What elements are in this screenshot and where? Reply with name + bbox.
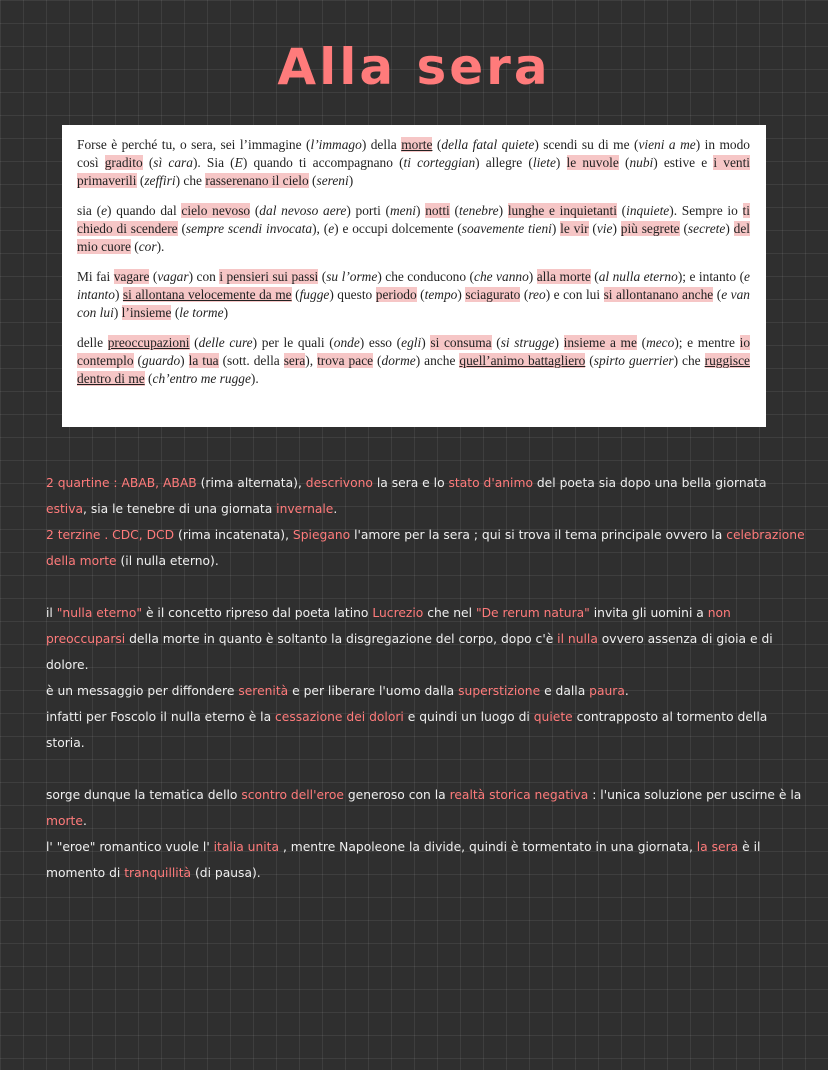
text-run: ) per le quali (: [252, 335, 334, 350]
text-run: ): [554, 335, 564, 350]
text-run: (: [250, 203, 260, 218]
note-gap: [46, 756, 806, 782]
note-text: del poeta sia dopo una bella giornata: [532, 476, 767, 490]
text-run: ): [348, 173, 354, 188]
text-run: ) e con lui: [545, 287, 604, 302]
highlighted-phrase: si consuma: [430, 335, 492, 350]
highlighted-phrase: notti: [425, 203, 450, 218]
note-text: l'amore per la sera ; qui si trova il tema principale ovvero la: [350, 528, 727, 542]
handwritten-notes: [46, 470, 806, 886]
note-paragraph: [46, 470, 806, 522]
note-text: .: [624, 684, 629, 698]
note-paragraph: [46, 522, 806, 574]
note-text: è il momento di: [46, 840, 761, 880]
italic-original-word: inquiete: [626, 203, 670, 218]
text-run: (: [142, 155, 154, 170]
highlighted-phrase: gradito: [104, 155, 143, 170]
text-run: (: [416, 287, 425, 302]
note-text: e quindi un luogo di: [403, 710, 534, 724]
note-keyword: non preoccuparsi: [46, 606, 731, 646]
note-text: ovvero assenza di gioia e di dolore.: [46, 632, 773, 672]
italic-original-word: tenebre: [458, 203, 499, 218]
text-run: ) della: [361, 137, 402, 152]
text-run: (: [616, 203, 627, 218]
poem-paragraph: [77, 136, 750, 190]
text-run: (: [491, 335, 501, 350]
text-run: delle: [77, 335, 108, 350]
note-paragraph: [46, 678, 806, 704]
note-keyword: celebrazione della morte: [46, 528, 805, 568]
poem-paragraph: [77, 268, 750, 322]
note-text: generoso con la: [343, 788, 450, 802]
note-paragraph: [46, 704, 806, 756]
note-keyword: tranquillità: [124, 866, 192, 880]
text-run: ). Sempre io: [669, 203, 743, 218]
italic-original-word: ti corteggian: [403, 155, 476, 170]
poem-paraphrase-box: [62, 125, 766, 427]
text-run: ): [421, 335, 431, 350]
text-run: ) estive e: [653, 155, 714, 170]
text-run: (: [679, 221, 688, 236]
text-run: (: [133, 353, 142, 368]
note-keyword: morte: [46, 814, 83, 828]
highlighted-phrase: ti chiedo di scendere: [77, 203, 750, 236]
text-run: ),: [305, 353, 318, 368]
text-run: ): [223, 305, 229, 320]
italic-original-word: dal nevoso aere: [259, 203, 347, 218]
note-keyword: 2 quartine : ABAB, ABAB: [46, 476, 197, 490]
highlighted-phrase: rasserenano il cielo: [205, 173, 309, 188]
note-keyword: quiete: [533, 710, 573, 724]
text-run: ) che: [673, 353, 705, 368]
text-run: ).: [156, 239, 165, 254]
text-run: ): [551, 221, 561, 236]
note-keyword: la sera: [696, 840, 739, 854]
highlighted-phrase: le vir: [560, 221, 589, 236]
note-text: , mentre Napoleone la divide, quindi è tormentato in una giornata,: [279, 840, 697, 854]
italic-original-word: su l’orme: [326, 269, 378, 284]
text-run: ) che conducono (: [377, 269, 474, 284]
note-keyword: "De rerum natura": [475, 606, 590, 620]
highlighted-phrase: più segrete: [620, 221, 680, 236]
note-keyword: scontro dell'eroe: [241, 788, 344, 802]
poem-paragraph: [77, 202, 750, 256]
text-run: (: [585, 353, 594, 368]
text-run: (: [520, 287, 529, 302]
text-run: (: [130, 239, 139, 254]
text-run: ): [416, 203, 426, 218]
text-run: (: [149, 269, 158, 284]
text-run: (: [449, 203, 459, 218]
note-text: il: [46, 606, 57, 620]
highlighted-phrase: preoccupazioni: [107, 335, 190, 350]
text-run: (: [588, 221, 597, 236]
note-text: (di pausa).: [191, 866, 261, 880]
text-run: ); e mentre: [674, 335, 740, 350]
italic-original-word: e intanto: [77, 269, 750, 302]
text-run: ): [498, 203, 508, 218]
note-keyword: paura: [589, 684, 625, 698]
text-run: ) quando ti accompagnano (: [242, 155, 404, 170]
note-text: (rima alternata),: [196, 476, 306, 490]
note-keyword: il nulla: [557, 632, 598, 646]
italic-original-word: tempo: [424, 287, 458, 302]
note-text: della morte in quanto è soltanto la disgregazione del corpo, dopo c'è: [125, 632, 558, 646]
italic-original-word: che vanno: [474, 269, 529, 284]
italic-original-word: meni: [390, 203, 417, 218]
italic-original-word: sempre scendi invocata: [185, 221, 313, 236]
note-gap: [46, 574, 806, 600]
highlighted-phrase: ruggisce dentro di me: [77, 353, 750, 386]
note-keyword: 2 terzine . CDC, DCD: [46, 528, 175, 542]
text-run: Mi fai: [77, 269, 114, 284]
highlighted-phrase: la tua: [188, 353, 219, 368]
highlighted-phrase: sciagurato: [465, 287, 521, 302]
text-run: ): [555, 155, 567, 170]
text-run: sia (: [77, 203, 102, 218]
italic-original-word: dorme: [381, 353, 416, 368]
note-text: .: [82, 814, 87, 828]
note-text: , sia le tenebre di una giornata: [83, 502, 277, 516]
italic-original-word: onde: [333, 335, 360, 350]
highlighted-phrase: sera: [283, 353, 306, 368]
text-run: ): [457, 287, 466, 302]
text-run: ) che: [175, 173, 206, 188]
italic-original-word: secrete: [687, 221, 726, 236]
note-paragraph: [46, 600, 806, 678]
italic-original-word: guardo: [141, 353, 181, 368]
italic-original-word: zeffiri: [144, 173, 176, 188]
text-run: ).: [250, 371, 259, 386]
text-run: (: [318, 269, 327, 284]
italic-original-word: spirto guerrier: [593, 353, 674, 368]
note-paragraph: [46, 782, 806, 834]
text-run: ) quando dal: [107, 203, 182, 218]
text-run: ): [113, 305, 122, 320]
italic-original-word: nubi: [629, 155, 654, 170]
note-keyword: "nulla eterno": [56, 606, 143, 620]
italic-original-word: l’immago: [310, 137, 362, 152]
italic-original-word: meco: [646, 335, 675, 350]
italic-original-word: al nulla eterno: [598, 269, 678, 284]
highlighted-phrase: del mio cuore: [77, 221, 750, 254]
highlighted-phrase: si allontanano anche: [603, 287, 714, 302]
highlighted-phrase: insieme a me: [563, 335, 637, 350]
italic-original-word: le torme: [179, 305, 224, 320]
note-text: contrapposto al tormento della storia.: [46, 710, 768, 750]
highlighted-phrase: i venti primaverili: [77, 155, 751, 188]
text-run: ): [612, 221, 621, 236]
italic-original-word: reo: [528, 287, 546, 302]
highlighted-phrase: i pensieri sui passi: [219, 269, 319, 284]
italic-original-word: E: [234, 155, 243, 170]
italic-original-word: delle cure: [198, 335, 253, 350]
note-keyword: invernale: [276, 502, 334, 516]
note-keyword: cessazione dei dolori: [275, 710, 404, 724]
note-keyword: realtà storica negativa: [449, 788, 589, 802]
text-run: ) questo: [329, 287, 376, 302]
text-run: ) e occupi dolcemente (: [334, 221, 462, 236]
note-keyword: stato d'animo: [448, 476, 533, 490]
text-run: (: [136, 173, 145, 188]
italic-original-word: sì cara: [153, 155, 193, 170]
text-run: (: [590, 269, 599, 284]
note-keyword: descrivono: [305, 476, 373, 490]
text-run: (sott. della: [218, 353, 284, 368]
text-run: ) in modo così: [77, 137, 750, 170]
italic-original-word: e van con lui: [77, 287, 750, 320]
italic-original-word: fugge: [299, 287, 330, 302]
text-run: (: [144, 371, 153, 386]
text-run: ): [528, 269, 537, 284]
text-run: (: [618, 155, 630, 170]
text-run: ). Sia (: [192, 155, 235, 170]
note-keyword: italia unita: [213, 840, 280, 854]
note-text: : l'unica soluzione per uscirne è la: [588, 788, 802, 802]
text-run: (: [171, 305, 180, 320]
text-run: ), (: [312, 221, 329, 236]
text-run: (: [432, 137, 442, 152]
note-text: la sera e lo: [372, 476, 449, 490]
text-run: (: [189, 335, 199, 350]
italic-original-word: e: [328, 221, 335, 236]
text-run: ) esso (: [359, 335, 402, 350]
highlighted-phrase: quell’animo battagliero: [459, 353, 586, 368]
highlighted-phrase: morte: [401, 137, 433, 152]
italic-original-word: ch’entro me rugge: [152, 371, 251, 386]
italic-original-word: egli: [401, 335, 422, 350]
page-title: Alla sera: [277, 38, 551, 96]
text-run: ) allegre (: [475, 155, 533, 170]
poem-paragraph: [77, 334, 750, 388]
note-text: invita gli uomini a: [589, 606, 708, 620]
highlighted-phrase: periodo: [375, 287, 417, 302]
note-text: infatti per Foscolo il nulla eterno è la: [46, 710, 276, 724]
note-paragraph: [46, 834, 806, 886]
note-text: l' "eroe" romantico vuole l': [46, 840, 214, 854]
note-keyword: Lucrezio: [372, 606, 424, 620]
highlighted-phrase: vagare: [113, 269, 150, 284]
text-run: ) porti (: [346, 203, 390, 218]
text-run: (: [177, 221, 186, 236]
italic-original-word: e: [101, 203, 108, 218]
italic-original-word: sereni: [316, 173, 349, 188]
text-run: ): [114, 287, 123, 302]
italic-original-word: liete: [532, 155, 556, 170]
text-run: (: [291, 287, 300, 302]
highlighted-phrase: alla morte: [536, 269, 591, 284]
highlighted-phrase: lunghe e inquietanti: [507, 203, 617, 218]
text-run: ): [180, 353, 189, 368]
highlighted-phrase: io contemplo: [77, 335, 751, 368]
italic-original-word: della fatal quiete: [441, 137, 535, 152]
italic-original-word: si strugge: [500, 335, 555, 350]
text-run: (: [308, 173, 317, 188]
text-run: ) scendi su di me (: [534, 137, 639, 152]
note-keyword: serenità: [238, 684, 289, 698]
text-run: Forse è perché tu, o sera, sei l’immagine (: [77, 137, 311, 152]
italic-original-word: vieni a me: [638, 137, 696, 152]
italic-original-word: vagar: [157, 269, 189, 284]
italic-original-word: soavemente tieni: [461, 221, 552, 236]
note-text: (il nulla eterno).: [116, 554, 219, 568]
highlighted-phrase: cielo nevoso: [181, 203, 251, 218]
text-run: (: [636, 335, 647, 350]
note-keyword: estiva: [46, 502, 84, 516]
note-text: che nel: [423, 606, 476, 620]
note-keyword: superstizione: [458, 684, 541, 698]
highlighted-phrase: l’insieme: [121, 305, 172, 320]
highlighted-phrase: trova pace: [317, 353, 374, 368]
text-run: (: [373, 353, 382, 368]
highlighted-phrase: le nuvole: [566, 155, 619, 170]
note-text: sorge dunque la tematica dello: [46, 788, 242, 802]
note-text: .: [333, 502, 338, 516]
highlighted-phrase: si allontana velocemente da me: [122, 287, 292, 302]
note-text: e dalla: [540, 684, 590, 698]
note-text: è un messaggio per diffondere: [46, 684, 239, 698]
text-run: ): [725, 221, 734, 236]
note-text: (rima incatenata),: [174, 528, 293, 542]
italic-original-word: cor: [138, 239, 157, 254]
text-run: ) con: [188, 269, 220, 284]
text-run: ) anche: [415, 353, 460, 368]
note-text: e per liberare l'uomo dalla: [288, 684, 459, 698]
note-keyword: Spiegano: [292, 528, 351, 542]
italic-original-word: vie: [596, 221, 613, 236]
text-run: (: [713, 287, 722, 302]
note-text: è il concetto ripreso dal poeta latino: [142, 606, 373, 620]
text-run: ); e intanto (: [677, 269, 745, 284]
